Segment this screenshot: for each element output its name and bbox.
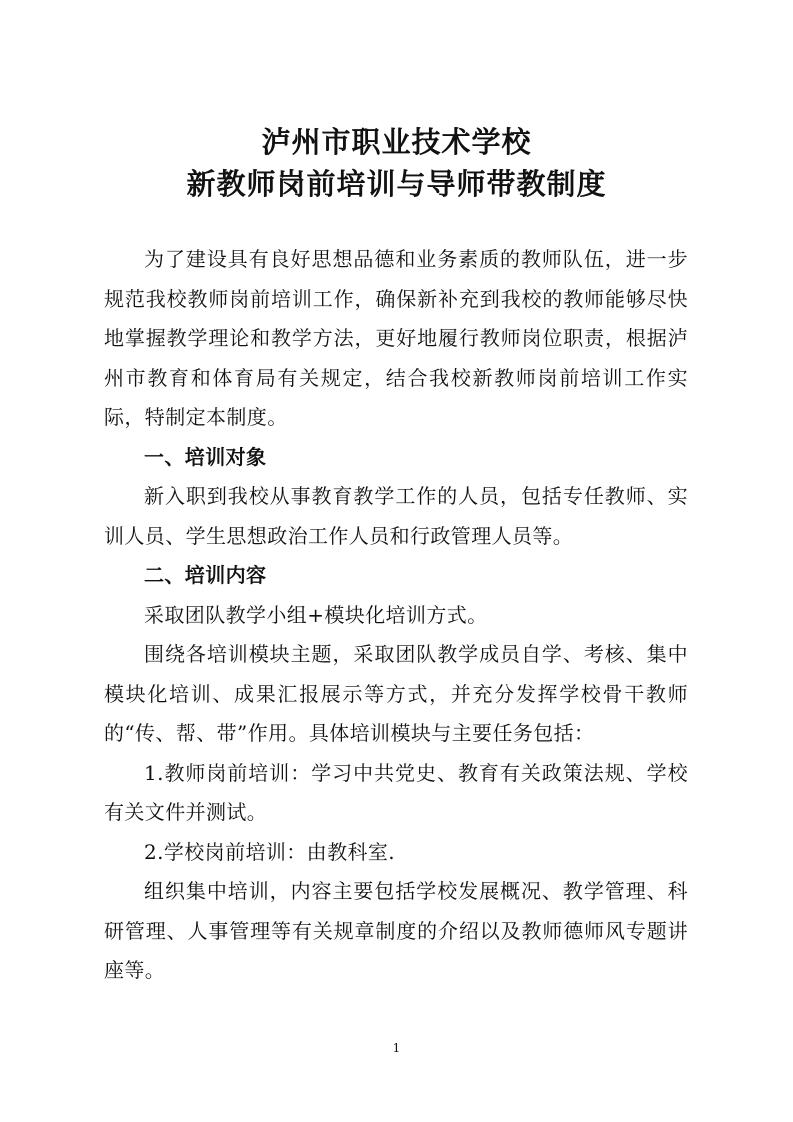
centralized-training-paragraph: 组织集中培训，内容主要包括学校发展概况、教学管理、科研管理、人事管理等有关规章制度的介绍以及教师德师风专题讲座等。 <box>104 879 688 982</box>
document-title-line-2: 新教师岗前培训与导师带教制度 <box>186 167 607 201</box>
training-target-paragraph: 新入职到我校从事教育教学工作的人员，包括专任教师、实训人员、学生思想政治工作人员和行政管理人员等。 <box>104 484 688 548</box>
document-title-line-1: 泸州市职业技术学校 <box>261 125 532 159</box>
page-number: 1 <box>392 1041 401 1055</box>
intro-paragraph: 为了建设具有良好思想品德和业务素质的教师队伍，进一步规范我校教师岗前培训工作，确保新补充到我校的教师能够尽快地掌握教学理论和教学方法，更好地履行教师岗位职责，根据泸州市教育和体育局有关规定，结合我校新教师岗前培训工作实际，特制定本制度。 <box>104 247 688 429</box>
section-heading-training-content: 二、培训内容 <box>144 563 267 587</box>
document-body <box>104 240 688 991</box>
section-heading-training-target: 一、培训对象 <box>144 444 267 469</box>
teacher-pre-job-training-paragraph: 1.教师岗前培训：学习中共党史、教育有关政策法规、学校有关文件并测试。 <box>104 760 688 824</box>
training-method-paragraph: 采取团队教学小组+模块化培训方式。 <box>144 602 488 627</box>
school-pre-job-training-paragraph: 2.学校岗前培训：由教科室. <box>144 839 396 864</box>
training-modules-paragraph: 围绕各培训模块主题，采取团队教学成员自学、考核、集中模块化培训、成果汇报展示等方式，并充分发挥学校骨干教师的“传、帮、带”作用。具体培训模块与主要任务包括： <box>104 642 688 745</box>
